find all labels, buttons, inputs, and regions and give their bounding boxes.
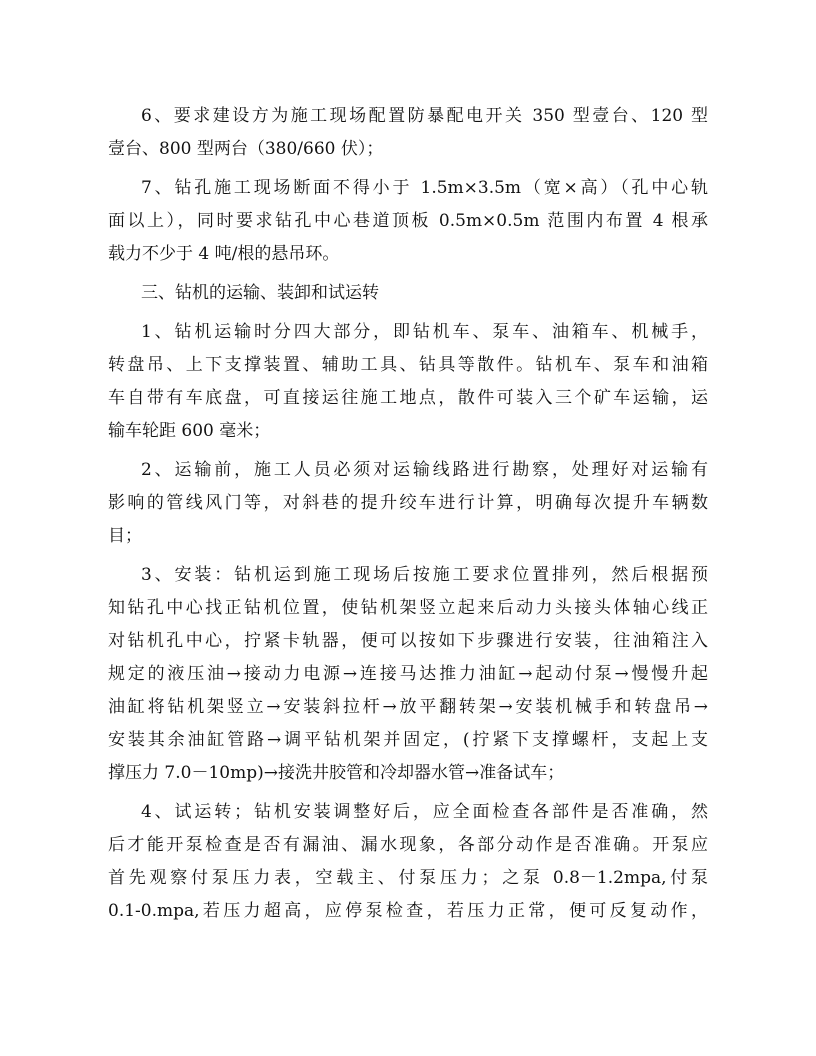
text-line: 影响的管线风门等，对斜巷的提升绞车进行计算，明确每次提升车辆数 bbox=[108, 493, 708, 513]
text-line: 三、钻机的运输、装卸和试运转 bbox=[141, 283, 379, 303]
text-line: 6、要求建设方为施工现场配置防暴配电开关 350 型壹台、120 型 bbox=[141, 106, 708, 126]
document-page bbox=[108, 100, 708, 934]
text-line: 车自带有车底盘，可直接运往施工地点，散件可装入三个矿车运输，运 bbox=[108, 388, 708, 408]
text-line: 油缸将钻机架竖立→安装斜拉杆→放平翻转架→安装机械手和转盘吊→ bbox=[108, 697, 708, 717]
text-line: 7、钻孔施工现场断面不得小于 1.5m×3.5m（宽×高）（孔中心轨 bbox=[141, 178, 708, 198]
text-line: 对钻机孔中心，拧紧卡轨器，便可以按如下步骤进行安装，往油箱注入 bbox=[108, 631, 708, 651]
text-line: 撑压力 7.0－10mp)→接洗井胶管和冷却器水管→准备试车； bbox=[108, 763, 565, 783]
paragraph-item-6 bbox=[108, 100, 708, 166]
text-line: 安装其余油缸管路→调平钻机架并固定，(拧紧下支撑螺杆，支起上支 bbox=[108, 730, 708, 750]
text-line: 目； bbox=[108, 526, 142, 546]
text-line: 转盘吊、上下支撑装置、辅助工具、钻具等散件。钻机车、泵车和油箱 bbox=[108, 355, 708, 375]
text-line: 4、试运转；钻机安装调整好后，应全面检查各部件是否准确，然 bbox=[141, 802, 708, 822]
paragraph-step-4 bbox=[108, 796, 708, 928]
paragraph-section-3-heading bbox=[108, 277, 708, 310]
paragraph-step-2 bbox=[108, 454, 708, 553]
text-line: 规定的液压油→接动力电源→连接马达推力油缸→起动付泵→慢慢升起 bbox=[108, 664, 708, 684]
text-line: 后才能开泵检查是否有漏油、漏水现象，各部分动作是否准确。开泵应 bbox=[108, 835, 708, 855]
text-line: 知钻孔中心找正钻机位置，使钻机架竖立起来后动力头接头体轴心线正 bbox=[108, 598, 708, 618]
text-line: 0.1-0.mpa,若压力超高，应停泵检查，若压力正常，便可反复动作， bbox=[108, 901, 708, 921]
text-line: 输车轮距 600 毫米； bbox=[108, 421, 271, 441]
text-line: 2、运输前，施工人员必须对运输线路进行勘察，处理好对运输有 bbox=[141, 460, 708, 480]
paragraph-step-3 bbox=[108, 559, 708, 790]
text-line: 1、钻机运输时分四大部分，即钻机车、泵车、油箱车、机械手， bbox=[141, 322, 708, 342]
text-line: 壹台、800 型两台（380/660 伏）； bbox=[108, 139, 384, 159]
text-line: 3、安装：钻机运到施工现场后按施工要求位置排列，然后根据预 bbox=[141, 565, 708, 585]
text-line: 面以上），同时要求钻孔中心巷道顶板 0.5m×0.5m 范围内布置 4 根承 bbox=[108, 211, 708, 231]
paragraph-step-1 bbox=[108, 316, 708, 448]
paragraph-item-7 bbox=[108, 172, 708, 271]
text-line: 首先观察付泵压力表，空载主、付泵压力；之泵 0.8－1.2mpa,付泵 bbox=[108, 868, 708, 888]
text-line: 载力不少于 4 吨/根的悬吊环。 bbox=[108, 244, 340, 264]
